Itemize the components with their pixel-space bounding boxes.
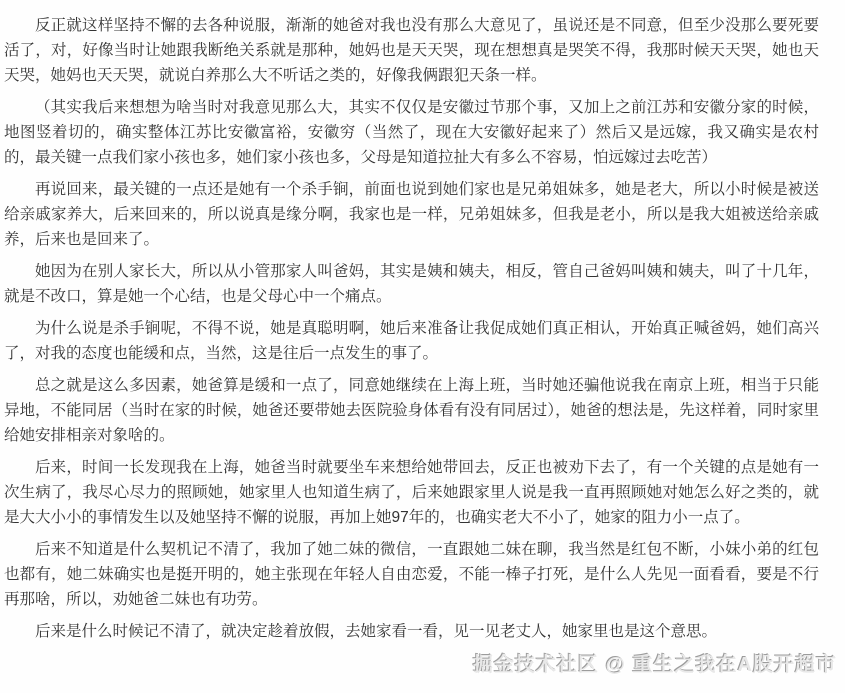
site-watermark: 掘金技术社区 @ 重生之我在A股开超市 bbox=[472, 654, 837, 676]
paragraph-6: 总之就是这么多因素，她爸算是缓和一点了，同意她继续在上海上班，当时她还骗他说我在南京上班，相当于只能异地，不能同居（当时在家的时候，她爸还要带她去医院验身体看有没有同居过），她爸的想法是，先这样着，同时家里给她安排相亲对象啥的。 bbox=[4, 377, 819, 444]
paragraph-3: 再说回来，最关键的一点还是她有一个杀手锏，前面也说到她们家也是兄弟姐妹多，她是老大，所以小时候是被送给亲戚家养大，后来回来的，所以说真是缘分啊，我家也是一样，兄弟姐妹多，但我是老小，所以是我大姐被送给亲戚养，后来也是回来了。 bbox=[4, 181, 819, 248]
paragraph-7: 后来，时间一长发现我在上海，她爸当时就要坐车来想给她带回去，反正也被劝下去了，有一个关键的点是她有一次生病了，我尽心尽力的照顾她，她家里人也知道生病了，后来她跟家里人说是我一直再照顾她对她怎么好之类的，就是大大小小的事情发生以及她坚持不懈的说服，再加上她97年的，也确实老大不小了，她家的阻力小一点了。 bbox=[4, 459, 819, 526]
paragraph-2: （其实我后来想想为啥当时对我意见那么大，其实不仅仅是安徽过节那个事，又加上之前江苏和安徽分家的时候，地图竖着切的，确实整体江苏比安徽富裕，安徽穷（当然了，现在大安徽好起来了）然后又是远嫁，我又确实是农村的，最关键一点我们家小孩也多，她们家小孩也多，父母是知道拉扯大有多么不容易，怕远嫁过去吃苦） bbox=[4, 99, 819, 166]
paragraph-9: 后来是什么时候记不清了，就决定趁着放假，去她家看一看，见一见老丈人，她家里也是这个意思。 bbox=[35, 623, 718, 640]
paragraph-1: 反正就这样坚持不懈的去各种说服，渐渐的她爸对我也没有那么大意见了，虽说还是不同意，但至少没那么要死要活了，对，好像当时让她跟我断绝关系就是那种，她妈也是天天哭，现在想想真是哭笑不得，我那时候天天哭，她也天天哭，她妈也天天哭，就说白养那么大不听话之类的，好像我俩跟犯天条一样。 bbox=[4, 17, 819, 84]
paragraph-5: 为什么说是杀手锏呢，不得不说，她是真聪明啊，她后来准备让我促成她们真正相认，开始真正喊爸妈，她们高兴了，对我的态度也能缓和点，当然，这是往后一点发生的事了。 bbox=[4, 320, 819, 362]
paragraph-8: 后来不知道是什么契机记不清了，我加了她二妹的微信，一直跟她二妹在聊，我当然是红包不断，小妹小弟的红包也都有，她二妹确实也是挺开明的，她主张现在年轻人自由恋爱，不能一棒子打死，是什么人先见一面看看，要是不行再那啥，所以，劝她爸二妹也有功劳。 bbox=[4, 541, 819, 608]
paragraph-4: 她因为在别人家长大，所以从小管那家人叫爸妈，其实是姨和姨夫，相反，管自己爸妈叫姨和姨夫，叫了十几年，就是不改口，算是她一个心结，也是父母心中一个痛点。 bbox=[4, 263, 819, 305]
